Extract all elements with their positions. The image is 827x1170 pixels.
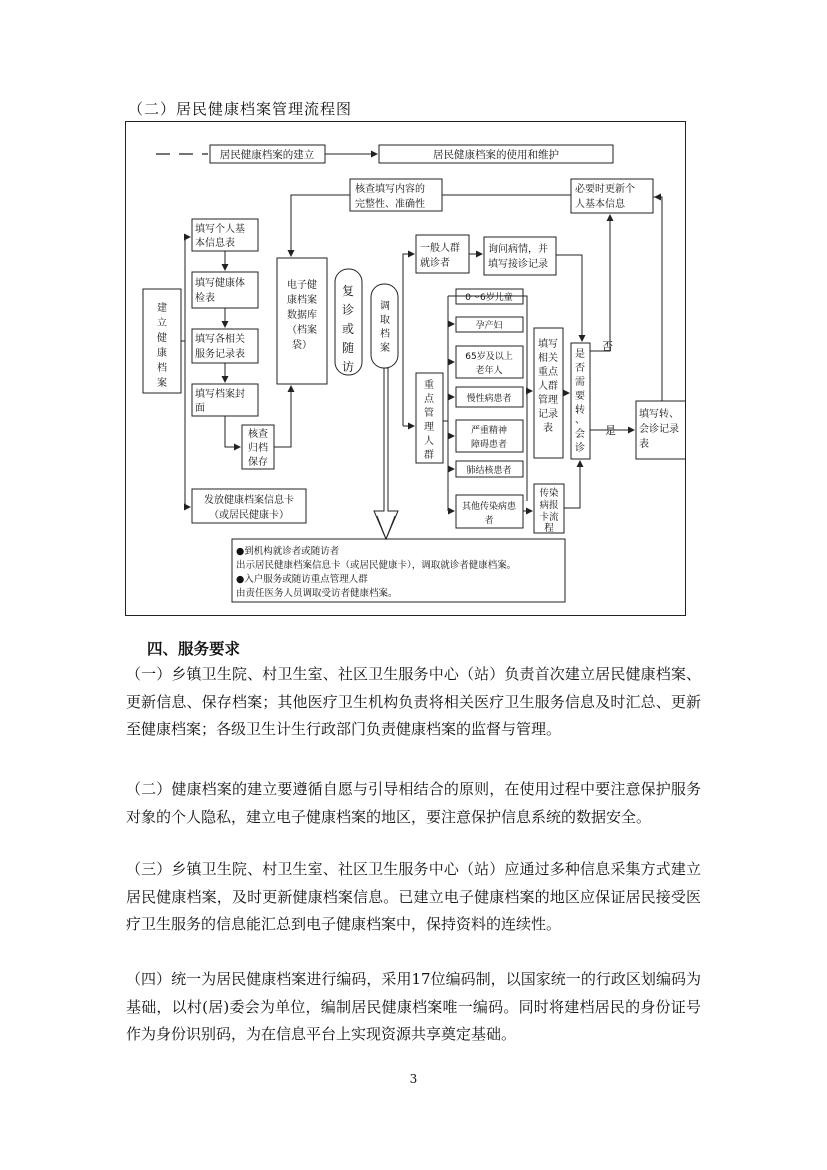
infect-l3: 卡流 xyxy=(539,512,559,523)
fill-l3: 重点 xyxy=(538,367,558,378)
group-child-text: 0～6岁儿童 xyxy=(465,293,513,303)
note-l2: 出示居民健康档案信息卡（或居民健康卡），调取就诊者健康档案。 xyxy=(236,560,517,571)
revisit-c4: 随 xyxy=(341,341,355,355)
retrieve-c4: 案 xyxy=(380,343,390,354)
need-c1: 是 xyxy=(575,349,585,360)
need-c7: 会 xyxy=(575,429,585,440)
db-l2: 康档案 xyxy=(287,295,317,306)
no-label: 否 xyxy=(602,340,613,353)
step4-line2: 面 xyxy=(195,403,205,414)
note-l1: ●到机构就诊者或随访者 xyxy=(236,546,340,557)
update-line2: 人基本信息 xyxy=(575,199,625,210)
archive-l2: 归档 xyxy=(248,443,268,454)
infect-l4: 程 xyxy=(544,523,554,534)
general-l1: 一般人群 xyxy=(420,243,460,254)
issue-line2: （或居民健康卡） xyxy=(209,510,289,521)
fill-l1: 填写 xyxy=(538,339,558,350)
inquire-l2: 填写接诊记录 xyxy=(488,259,548,270)
page-number: 3 xyxy=(409,1072,418,1086)
revisit-c2: 诊 xyxy=(341,303,355,317)
need-c3: 需 xyxy=(575,377,585,388)
step4-line1: 填写档案封 xyxy=(195,389,245,400)
need-c2: 否 xyxy=(575,363,585,374)
group-other-l1: 其他传染病患 xyxy=(461,502,517,512)
group-mental-l2: 障碍患者 xyxy=(470,440,508,450)
database-box xyxy=(277,258,327,384)
group-elderly-l1: 65岁及以上 xyxy=(465,352,513,362)
db-l1: 电子健 xyxy=(287,280,317,291)
fill-l2: 相关 xyxy=(538,353,558,364)
establish-c4: 康 xyxy=(157,348,167,359)
section-title: （二）居民健康档案管理流程图 xyxy=(128,100,353,118)
key-c5: 人 xyxy=(424,436,434,447)
check-line2: 完整性、准确性 xyxy=(355,199,425,210)
update-line1: 必要时更新个 xyxy=(575,184,635,195)
group-tb-text: 肺结核患者 xyxy=(466,466,512,476)
group-chronic-text: 慢性病患者 xyxy=(466,394,512,404)
fill-l6: 记录 xyxy=(538,409,558,420)
general-l2: 就诊者 xyxy=(420,258,450,269)
retrieve-down-arrow xyxy=(374,368,398,539)
note-l3: ●入户服务或随访重点管理人群 xyxy=(236,574,368,585)
db-l3: 数据库 xyxy=(287,310,317,321)
establish-c6: 案 xyxy=(157,378,167,389)
revisit-c1: 复 xyxy=(341,284,355,298)
legend-use-text: 居民健康档案的使用和维护 xyxy=(433,149,559,161)
infect-l1: 传染 xyxy=(539,488,559,499)
ref-l3: 表 xyxy=(639,439,649,450)
key-c1: 重 xyxy=(424,380,434,391)
retrieve-c3: 档 xyxy=(380,329,390,340)
step1-line1: 填写个人基 xyxy=(195,224,245,235)
step3-line2: 服务记录表 xyxy=(195,349,245,360)
key-c3: 管 xyxy=(424,408,434,419)
retrieve-c2: 取 xyxy=(380,315,390,326)
management-flowchart xyxy=(125,121,686,616)
group-pregnant-text: 孕产妇 xyxy=(475,321,503,331)
key-c6: 群 xyxy=(424,450,434,461)
step2-line2: 检表 xyxy=(195,293,215,304)
step3-line1: 填写各相关 xyxy=(195,334,245,345)
need-c5: 转 xyxy=(575,405,585,416)
fill-l4: 人群 xyxy=(538,381,558,392)
requirement-paragraph-2: （二）健康档案的建立要遵循自愿与引导相结合的原则，在使用过程中要注意保护服务对象的个人隐私，建立电子健康档案的地区，要注意保护信息系统的数据安全。 xyxy=(126,780,701,826)
ref-l1: 填写转、 xyxy=(639,409,679,420)
ref-l2: 会诊记录 xyxy=(639,424,679,435)
step2-line1: 填写健康体 xyxy=(195,278,245,289)
fill-l7: 表 xyxy=(543,423,553,434)
key-c4: 理 xyxy=(424,422,434,433)
check-line1: 核查填写内容的 xyxy=(355,184,425,195)
db-l5: 袋） xyxy=(292,340,312,351)
need-c6: 、 xyxy=(575,415,585,426)
db-l4: （档案 xyxy=(287,325,317,336)
fill-l5: 管理 xyxy=(538,395,558,406)
revisit-c3: 或 xyxy=(341,322,355,336)
section4-title: 四、服务要求 xyxy=(147,640,241,658)
issue-line1: 发放健康档案信息卡 xyxy=(204,495,294,506)
requirement-paragraph-4: （四）统一为居民健康档案进行编码，采用17位编码制，以国家统一的行政区划编码为基础，以村(居)委会为单位，编制居民健康档案唯一编码。同时将建档居民的身份证号作为身份识别码，为在信息平台上实现资源共享奠定基础。 xyxy=(126,970,701,1043)
establish-c3: 健 xyxy=(157,333,167,344)
yes-label: 是 xyxy=(605,424,616,437)
legend-establish-text: 居民健康档案的建立 xyxy=(219,149,315,161)
revisit-c5: 访 xyxy=(341,360,355,374)
requirement-paragraph-1: （一）乡镇卫生院、村卫生室、社区卫生服务中心（站）负责首次建立居民健康档案、更新信息、保存档案；其他医疗卫生机构负责将相关医疗卫生服务信息及时汇总、更新至健康档案；各级卫生计生行政部门负责健康档案的监督与管理。 xyxy=(126,665,701,738)
requirement-paragraph-3: （三）乡镇卫生院、村卫生室、社区卫生服务中心（站）应通过多种信息采集方式建立居民健康档案，及时更新健康档案信息。已建立电子健康档案的地区应保证居民接受医疗卫生服务的信息能汇总到电子健康档案中，保持资料的连续性。 xyxy=(126,860,701,933)
step1-line2: 本信息表 xyxy=(195,238,235,249)
note-l4: 由责任医务人员调取受访者健康档案。 xyxy=(236,588,398,599)
establish-c5: 档 xyxy=(157,363,167,374)
establish-c2: 立 xyxy=(157,318,167,329)
group-elderly-l2: 老年人 xyxy=(475,366,503,376)
need-c8: 诊 xyxy=(575,443,585,454)
establish-c1: 建 xyxy=(157,303,167,314)
need-c4: 要 xyxy=(575,391,585,402)
retrieve-c1: 调 xyxy=(380,301,390,312)
group-other-l2: 者 xyxy=(484,516,494,526)
key-c2: 点 xyxy=(424,394,434,405)
archive-l3: 保存 xyxy=(248,457,268,468)
infect-l2: 病报 xyxy=(539,500,559,511)
group-mental-l1: 严重精神 xyxy=(470,426,508,436)
inquire-l1: 询问病情，并 xyxy=(488,244,548,255)
archive-l1: 核查 xyxy=(248,429,268,440)
retrieve-box xyxy=(371,284,398,368)
